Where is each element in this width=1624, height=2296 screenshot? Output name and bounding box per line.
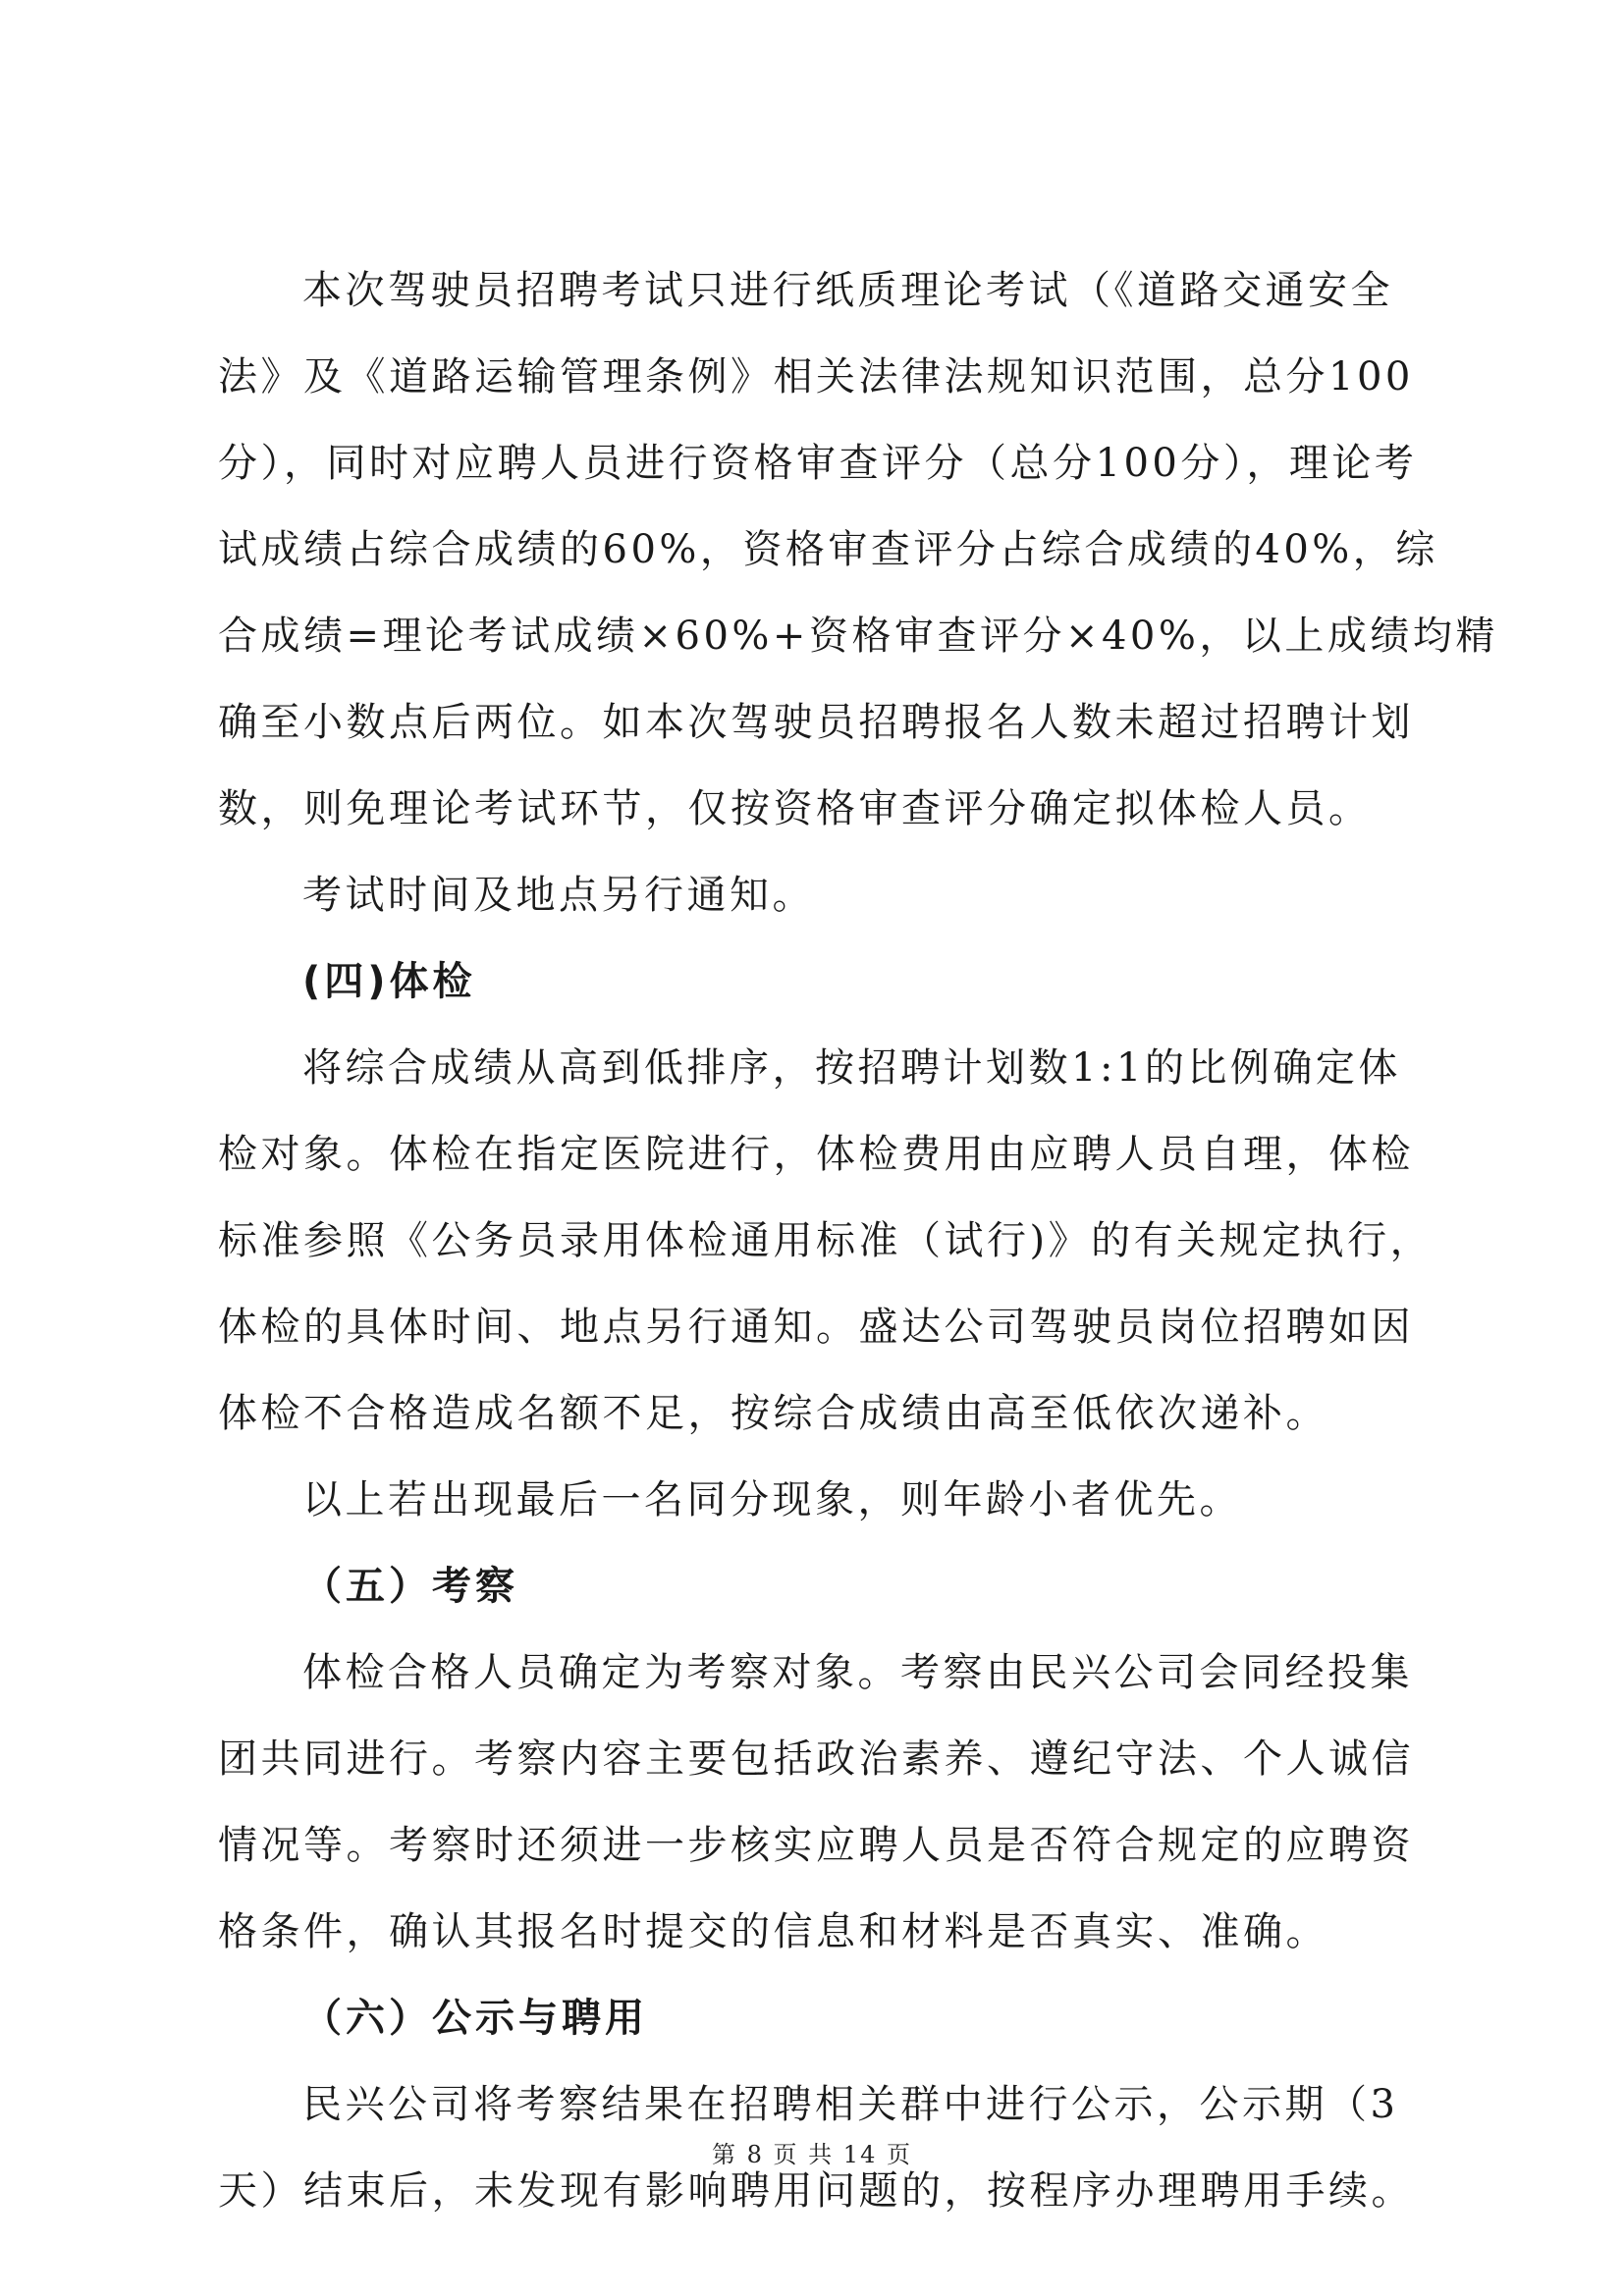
- text-line: 天）结束后，未发现有影响聘用问题的，按程序办理聘用手续。: [218, 2168, 1414, 2214]
- text-line: 将综合成绩从高到低排序，按招聘计划数1:1的比例确定体: [302, 1045, 1401, 1091]
- paragraph-tie-rule: [218, 1457, 1434, 1543]
- text-line: 确至小数点后两位。如本次驾驶员招聘报名人数未超过招聘计划: [218, 700, 1414, 745]
- section-heading-publicity-hiring: （六）公示与聘用: [302, 1996, 648, 2041]
- text-line: 体检不合格造成名额不足，按综合成绩由高至低依次递补。: [218, 1391, 1328, 1436]
- text-line: 分），同时对应聘人员进行资格审查评分（总分100分），理论考: [218, 441, 1418, 486]
- paragraph-exam-time: [218, 852, 1434, 938]
- text-line: 法》及《道路运输管理条例》相关法律法规知识范围，总分100: [218, 354, 1414, 400]
- text-line: 考试时间及地点另行通知。: [302, 873, 815, 918]
- page-number-footer: 第 8 页 共 14 页: [712, 2141, 912, 2168]
- section-heading-inspection: （五）考察: [302, 1564, 518, 1609]
- text-line: 团共同进行。考察内容主要包括政治素养、遵纪守法、个人诚信: [218, 1736, 1414, 1782]
- text-line: 合成绩=理论考试成绩×60%+资格审查评分×40%，以上成绩均精: [218, 614, 1498, 659]
- section-heading-physical-exam: (四)体检: [302, 959, 476, 1004]
- text-line: 格条件，确认其报名时提交的信息和材料是否真实、准确。: [218, 1909, 1328, 1954]
- text-line: 以上若出现最后一名同分现象，则年龄小者优先。: [302, 1477, 1242, 1522]
- text-line: 数，则免理论考试环节，仅按资格审查评分确定拟体检人员。: [218, 786, 1372, 831]
- text-line: 检对象。体检在指定医院进行，体检费用由应聘人员自理，体检: [218, 1132, 1414, 1177]
- text-line: 试成绩占综合成绩的60%，资格审查评分占综合成绩的40%，综: [218, 527, 1438, 572]
- text-line: 体检的具体时间、地点另行通知。盛达公司驾驶员岗位招聘如因: [218, 1305, 1414, 1350]
- text-line: 民兴公司将考察结果在招聘相关群中进行公示，公示期（3: [302, 2082, 1399, 2127]
- text-line: 情况等。考察时还须进一步核实应聘人员是否符合规定的应聘资: [218, 1823, 1414, 1868]
- document-body: [218, 247, 1498, 2234]
- text-line: 本次驾驶员招聘考试只进行纸质理论考试（《道路交通安全: [302, 268, 1393, 313]
- paragraph-physical-exam: [218, 1025, 1434, 1457]
- paragraph-inspection: [218, 1629, 1434, 1975]
- text-line: 体检合格人员确定为考察对象。考察由民兴公司会同经投集: [302, 1650, 1413, 1695]
- paragraph-exam-method: [218, 247, 1498, 852]
- text-line: 标准参照《公务员录用体检通用标准（试行)》的有关规定执行，: [218, 1218, 1434, 1263]
